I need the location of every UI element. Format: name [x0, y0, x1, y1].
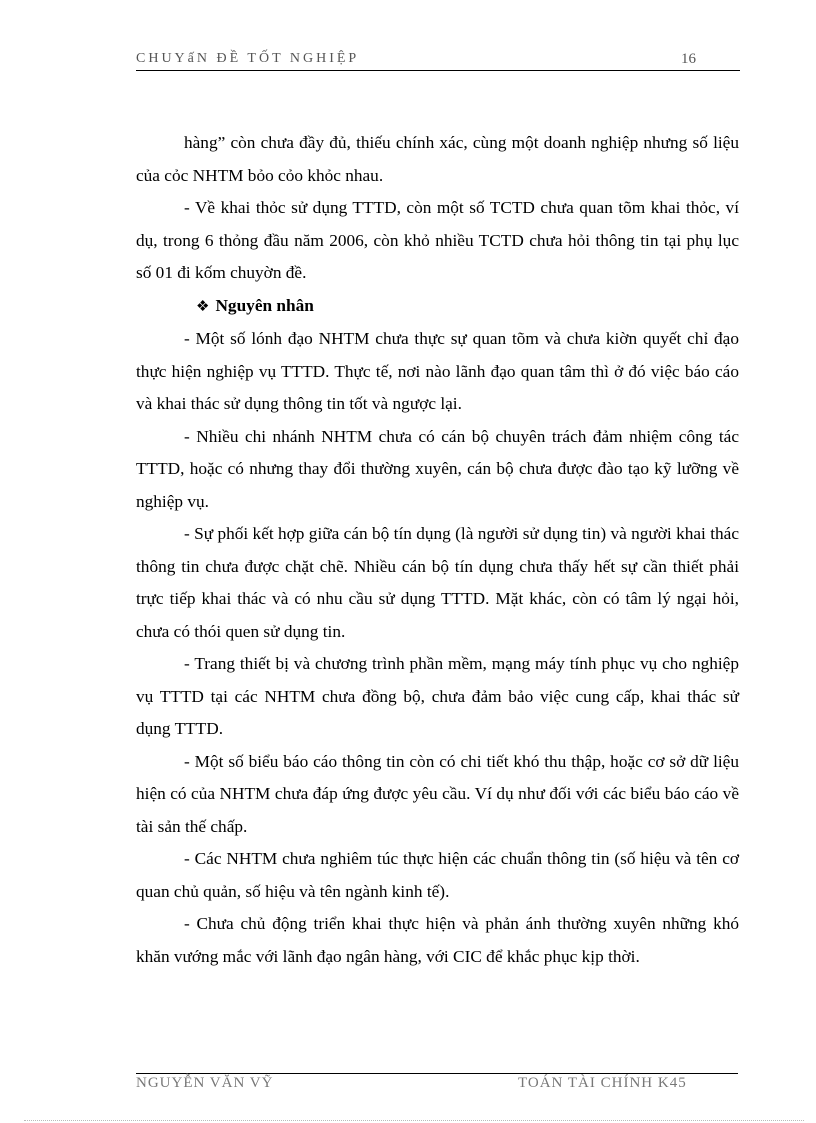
- page-footer: [136, 1074, 738, 1096]
- document-body: [136, 127, 739, 973]
- paragraph-4: - Nhiều chi nhánh NHTM chưa có cán bộ chuyên trách đảm nhiệm công tác TTTD, hoặc có nhưng thay đổi thường xuyên, cán bộ chưa được đào tạo kỹ lưỡng về nghiệp vụ.: [136, 426, 739, 511]
- page-header: [136, 50, 740, 71]
- diamond-bullet-icon: ❖: [196, 298, 210, 315]
- page-edge-divider: [24, 1120, 804, 1121]
- paragraph-3: - Một số lónh đạo NHTM chưa thực sự quan tõm và chưa kiờn quyết chỉ đạo thực hiện nghiệp vụ TTTD. Thực tế, nơi nào lãnh đạo quan tâm thì ở đó việc báo cáo và khai thác sử dụng thông tin tốt và ngược lại.: [136, 329, 739, 413]
- paragraph-8: - Các NHTM chưa nghiêm túc thực hiện các chuẩn thông tin (số hiệu và tên cơ quan chủ quản, số hiệu và tên ngành kinh tế).: [136, 849, 739, 901]
- header-title: CHUYấN ĐỀ TỐT NGHIỆP: [136, 51, 360, 66]
- footer-author: NGUYỄN VĂN VỸ: [136, 1075, 274, 1091]
- paragraph-7: - Một số biểu báo cáo thông tin còn có chi tiết khó thu thập, hoặc cơ sở dữ liệu hiện có của NHTM chưa đáp ứng được yêu cầu. Ví dụ như đối với các biểu báo cáo về tài sản thế chấp.: [136, 751, 739, 836]
- footer-class: TOÁN TÀI CHÍNH K45: [518, 1075, 687, 1091]
- paragraph-2: - Về khai thỏc sử dụng TTTD, còn một số TCTD chưa quan tõm khai thỏc, ví dụ, trong 6 thỏng đầu năm 2006, còn khỏ nhiều TCTD chưa hỏi thông tin tại phụ lục số 01 đi kốm chuyờn đề.: [136, 198, 739, 282]
- section-heading: [136, 290, 739, 324]
- page-number: 16: [681, 51, 696, 67]
- paragraph-9: - Chưa chủ động triển khai thực hiện và phản ánh thường xuyên những khó khăn vướng mắc với lãnh đạo ngân hàng, với CIC để khắc phục kịp thời.: [136, 914, 739, 966]
- paragraph-1: hàng” còn chưa đầy đủ, thiếu chính xác, cùng một doanh nghiệp nhưng số liệu của cỏc NHTM bỏo cỏo khỏc nhau.: [136, 133, 739, 185]
- paragraph-6: - Trang thiết bị và chương trình phần mềm, mạng máy tính phục vụ cho nghiệp vụ TTTD tại các NHTM chưa đồng bộ, chưa đảm bảo việc cung cấp, khai thác sử dụng TTTD.: [136, 654, 739, 738]
- paragraph-5: - Sự phối kết hợp giữa cán bộ tín dụng (là người sử dụng tin) và người khai thác thông tin chưa được chặt chẽ. Nhiều cán bộ tín dụng chưa thấy hết sự cần thiết phải trực tiếp khai thác và có nhu cầu sử dụng TTTD. Mặt khác, còn có tâm lý ngại hỏi, chưa có thói quen sử dụng tin.: [136, 524, 739, 641]
- section-heading-text: Nguyên nhân: [215, 295, 314, 315]
